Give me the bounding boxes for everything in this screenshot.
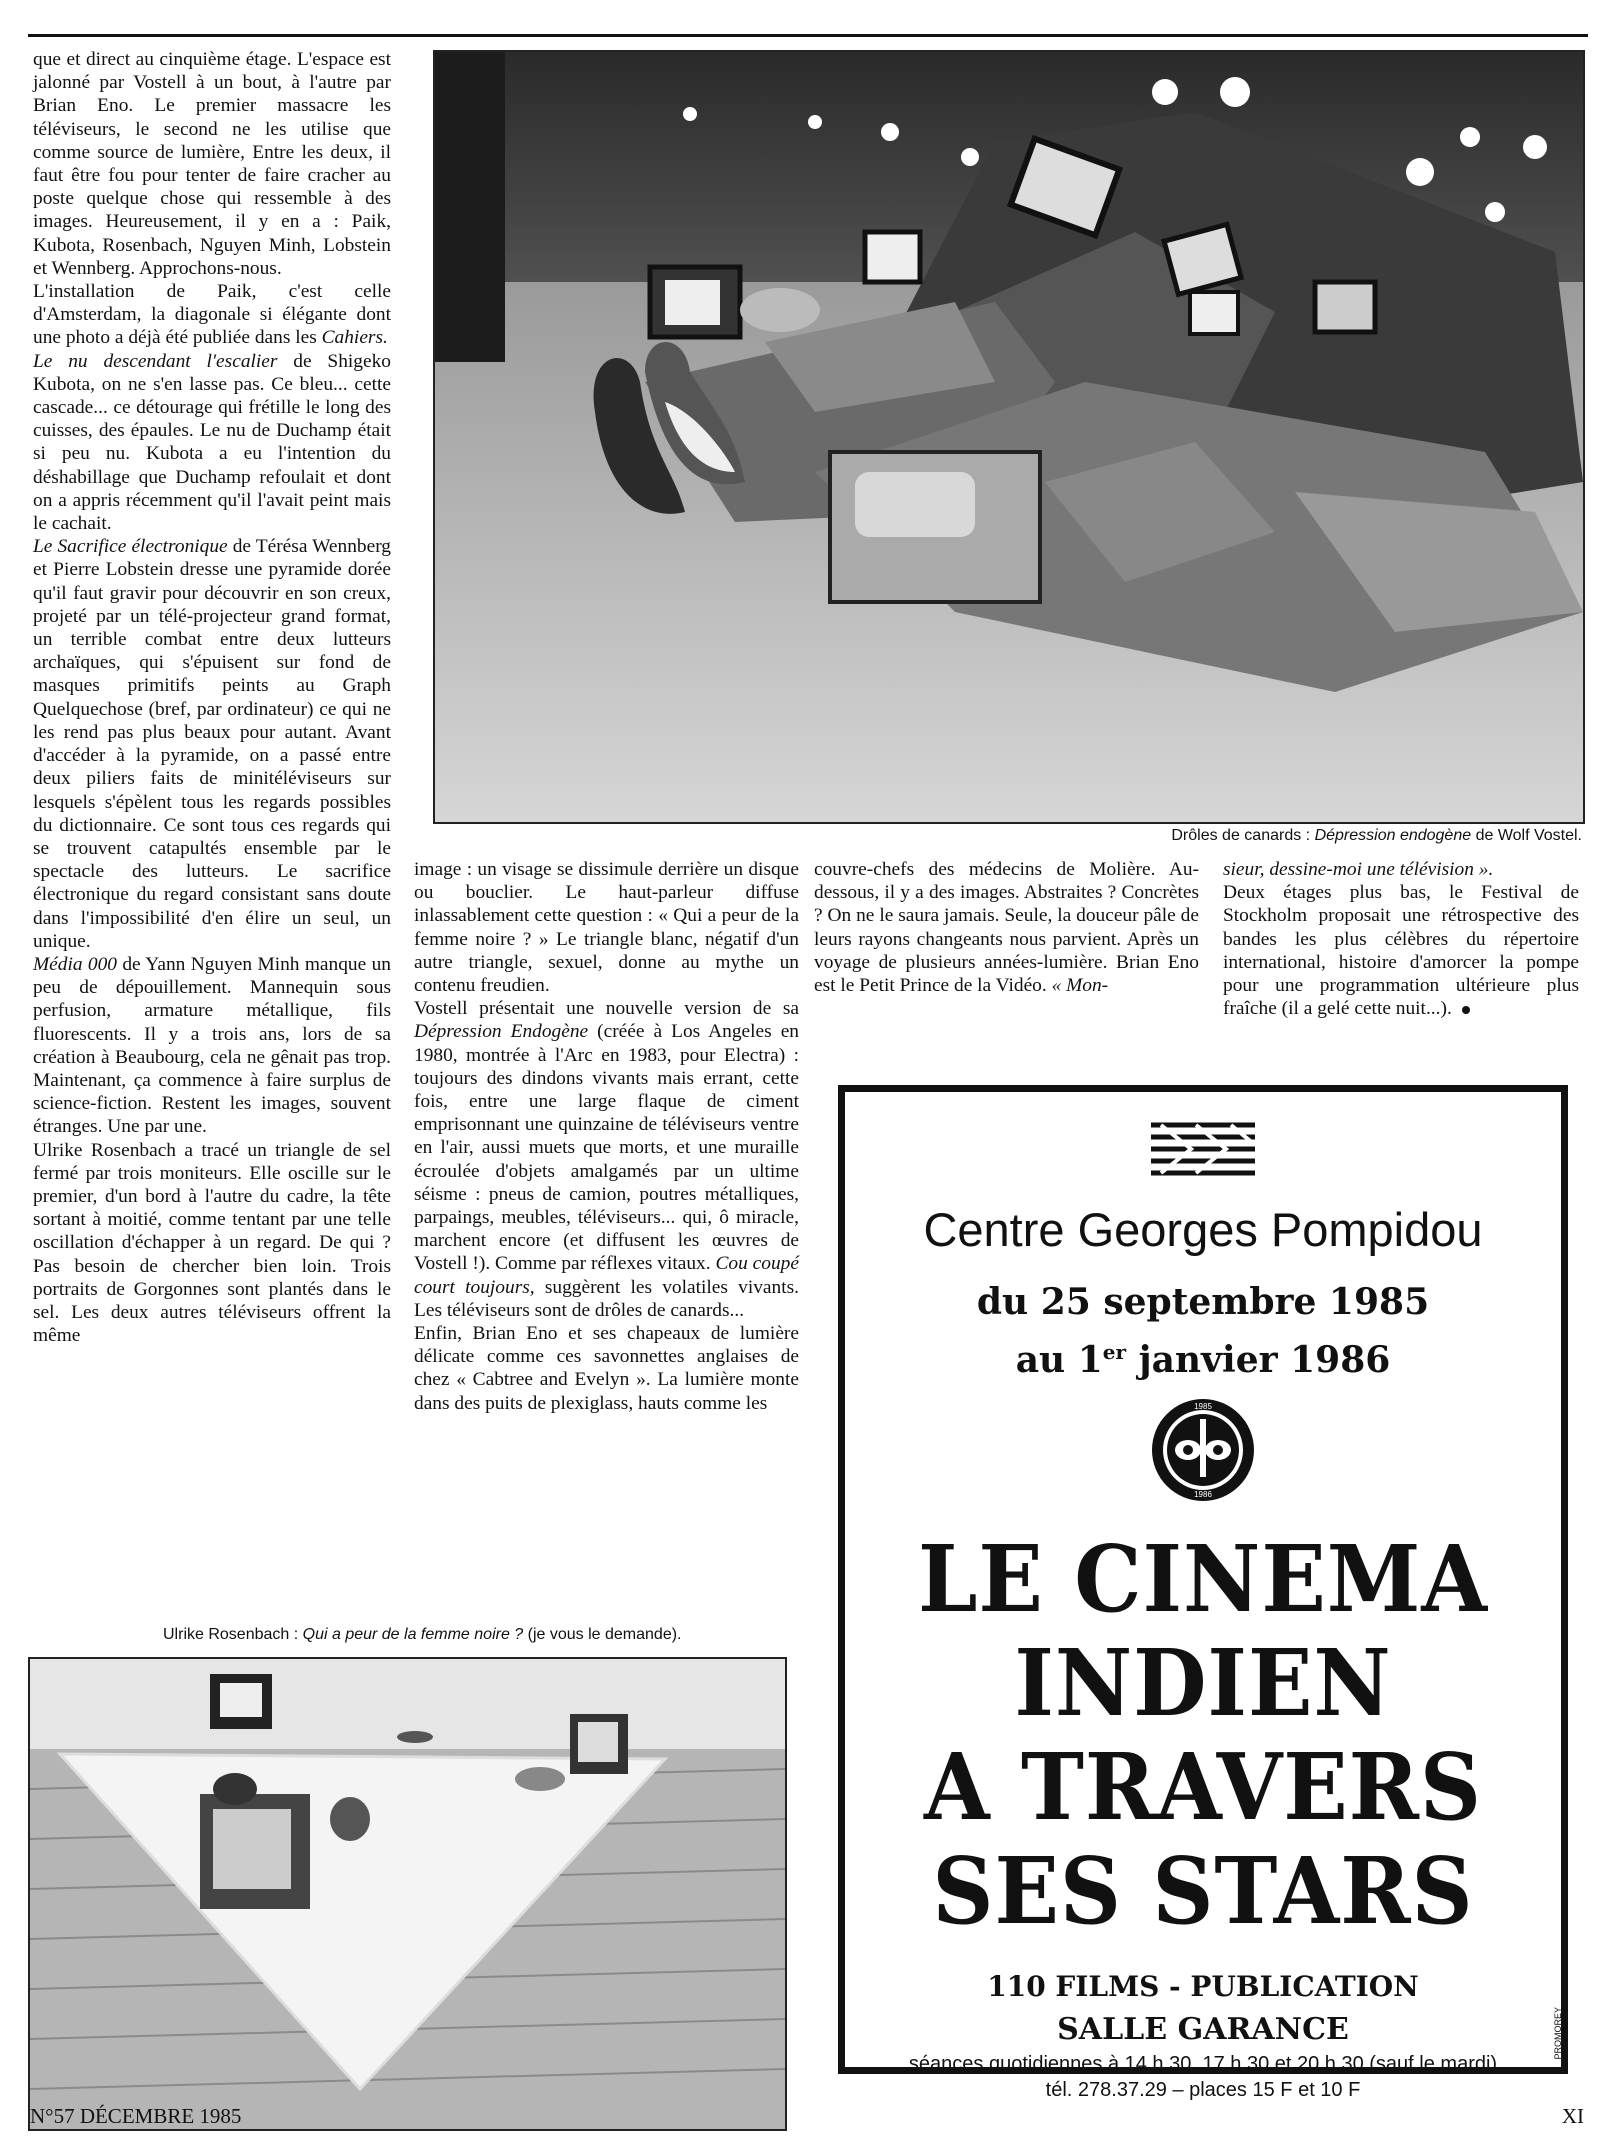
phrase-cou-coupe: Cou coupé court toujours,: [414, 1253, 799, 1298]
photo-rosenbach-drawing: [30, 1659, 785, 2129]
ad-date-end-pre: au 1: [1015, 1339, 1103, 1381]
ad-date-end-post: janvier 1986: [1126, 1339, 1391, 1381]
paragraph-stockholm: Deux étages plus bas, le Festival de Stockholm proposait une rétrospective des bandes les plus célèbres du répertoire international, histoire d'amorcer la pompe pour une programmation ultérieure plus fraîche (il a gelé cette nuit...).: [1223, 882, 1579, 1020]
caption-main-title: Dépression endogène: [1314, 827, 1472, 844]
quote-monsieur-start: « Mon-: [1051, 975, 1109, 997]
caption-small-title: Qui a peur de la femme noire ?: [302, 1626, 524, 1643]
paragraph-sacrifice: de Térésa Wennberg et Pierre Lobstein dresse une pyramide dorée qu'il faut gravir pour découvrir en son creux, projeté par un télé-projecteur grand format, un terrible combat entre deux lutteurs archaïques, qui s'épuisent sur fond de masques primitifs peints au Graph Quelquechose (bref, par ordinateur) ce qui ne les rend pas plus beaux pour autant. Avant d'accéder à la pyramide, on a passé entre deux piliers faits de minitéléviseurs sur lesquels s'épèlent tous les regards possibles du dictionnaire. Ce sont tous ces regards qui se trouvent catapultés ensemble par le spectacle des lutteurs. Le sacrifice électronique du regard consistant sans doute dans l'impossibilité d'en élire un seul, un unique.: [33, 536, 391, 952]
article-column-2: [414, 858, 799, 1415]
paragraph-image: image : un visage se dissimule derrière un disque ou bouclier. Le haut-parleur diffuse inlassablement cette question : « Qui a peur de la femme noire ? » Le triangle blanc, négatif d'un autre triangle, sexuel, donne au mythe un contenu freudien.: [414, 859, 799, 997]
ad-films-publication: 110 FILMS - PUBLICATION: [987, 1970, 1419, 2003]
top-rule: [28, 34, 1588, 37]
article-column-4: [1223, 858, 1579, 1020]
article-column-1: [33, 48, 391, 1347]
end-of-article-dot: [1462, 1006, 1470, 1014]
title-depression: Dépression Endogène: [414, 1021, 589, 1043]
photo-vostell-installation: [433, 50, 1585, 824]
paragraph-vostell-b: (créée à Los Angeles en 1980, montrée à l'Arc en 1983, pour Electra) : toujours des dindons vivants mais errant, cette fois, entre une large flaque de ciment emprisonnant une quinzaine de téléviseurs ventre en l'air, aussi muets que morts, et une muraille écroulée d'objets amalgamés par un ultime séisme : pneus de camion, poutres métalliques, parpaings, meubles, téléviseurs... qui, ô miracle, marchent encore (et diffusent les œuvres de Vostell !). Comme par réflexes vitaux.: [414, 1021, 799, 1275]
ad-title-line-3: A TRAVERS: [924, 1733, 1482, 1841]
ad-showtimes: séances quotidiennes à 14 h 30, 17 h 30 et 20 h 30 (sauf le mardi): [908, 2053, 1498, 2075]
paragraph-vostell-c: suggèrent les volatiles vivants. Les téléviseurs sont de drôles de canards...: [414, 1276, 799, 1321]
paragraph-eno: Enfin, Brian Eno et ses chapeaux de lumière délicate comme ces savonnettes anglaises de chez « Cabtree and Evelyn ». La lumière monte dans des puits de plexiglass, hauts comme les: [414, 1323, 799, 1414]
ad-title-line-4: SES STARS: [932, 1837, 1474, 1945]
ad-title-line-1: LE CINEMA: [918, 1525, 1488, 1633]
title-cahiers: Cahiers.: [321, 327, 388, 349]
article-column-3: [814, 858, 1199, 997]
ad-date-start: du 25 septembre 1985: [976, 1281, 1430, 1323]
paragraph-eno-cont: couvre-chefs des médecins de Molière. Au-dessous, il y a des images. Abstraites ? Concrètes ? On ne le saura jamais. Seule, la douceur pâle de leurs rayons changeants nous parvient. Après un voyage de plusieurs années-lumière. Brian Eno est le Petit Prince de la Vidéo.: [814, 859, 1199, 997]
caption-small-photo: [163, 1625, 682, 1645]
title-media-000: Média 000: [33, 953, 117, 975]
caption-main-photo: [1171, 826, 1582, 846]
ad-title-line-2: INDIEN: [1014, 1629, 1392, 1737]
caption-main-prefix: Drôles de canards :: [1171, 827, 1315, 844]
ad-credit: PROMOREY: [1553, 2007, 1563, 2060]
issue-label: N°57 DÉCEMBRE 1985: [30, 2104, 242, 2128]
caption-small-prefix: Ulrike Rosenbach :: [163, 1626, 303, 1643]
caption-main-suffix: de Wolf Vostel.: [1471, 827, 1582, 844]
ad-dates: [845, 1277, 1561, 1385]
title-sacrifice: Le Sacrifice électronique: [33, 536, 228, 558]
ad-phone-prices: tél. 278.37.29 – places 15 F et 10 F: [1045, 2079, 1361, 2101]
emblem-year-top: 1985: [1194, 1402, 1212, 1411]
caption-small-suffix: (je vous le demande).: [523, 1626, 682, 1643]
ad-date-end-sup: er: [1102, 1340, 1127, 1364]
paragraph-kubota: de Shigeko Kubota, on ne s'en lasse pas. Ce bleu... cette cascade... ce détourage qui frétille le long des cuisses, des épaules. Le nu de Duchamp était si peu nu. Kubota a eu l'intention du déshabillage que Duchamp refoulait et dont on a appris récemment qu'il l'avait peint mais le cachait.: [33, 350, 391, 535]
advertisement-pompidou: [838, 1085, 1568, 2101]
paragraph-paik: L'installation de Paik, c'est celle d'Amsterdam, la diagonale si élégante dont une photo a déjà été publiée dans les: [33, 281, 391, 349]
emblem-year-bottom: 1986: [1194, 1490, 1212, 1499]
paragraph-rosenbach: Ulrike Rosenbach a tracé un triangle de sel fermé par trois moniteurs. Elle oscille sur le premier, d'un bord à l'autre du cadre, la tête sortant à moitié, comme tentant par une telle oscillation d'échapper à un regard. De qui ? Pas besoin de chercher bien loin. Trois portraits de Gorgonnes sont plantés dans le sel. Les deux autres téléviseurs offrent la même: [33, 1139, 391, 1347]
paragraph-media: de Yann Nguyen Minh manque un peu de dépouillement. Mannequin sous perfusion, armature métallique, fils fluorescents. Il y a trois ans, lors de sa création à Beaubourg, cela ne gênait pas trop. Maintenant, ça commence à faire surplus de science-fiction. Restent les images, souvent étranges. Une par une.: [33, 953, 391, 1138]
ad-title: [874, 1527, 1533, 1943]
pompidou-logo-icon: [1151, 1120, 1255, 1180]
ad-venue: SALLE GARANCE: [1057, 2012, 1349, 2047]
title-nu-descendant: Le nu descendant l'escalier: [33, 350, 278, 372]
quote-monsieur-end: sieur, dessine-moi une télévision ».: [1223, 859, 1494, 880]
photo-rosenbach-triangle: [28, 1657, 787, 2131]
photo-vostell-drawing: [435, 52, 1583, 822]
paragraph-intro: que et direct au cinquième étage. L'espace est jalonné par Vostell à un bout, à l'autre par Brian Eno. Le premier massacre les téléviseurs, le second ne les utilise que comme source de lumière, Entre les deux, il faut être fou pour tenter de faire cracher au poste quelque chose qui ressemble à des images. Heureusement, il y en a : Paik, Kubota, Rosenbach, Nguyen Minh, Lobstein et Wennberg. Approchons-nous.: [33, 49, 391, 279]
ad-organization: Centre Georges Pompidou: [923, 1203, 1483, 1256]
page-number: XI: [1561, 2104, 1584, 2128]
paragraph-vostell-a: Vostell présentait une nouvelle version de sa: [414, 998, 799, 1020]
festival-emblem-icon: [1150, 1397, 1256, 1503]
ad-date-end: [845, 1327, 1561, 1385]
